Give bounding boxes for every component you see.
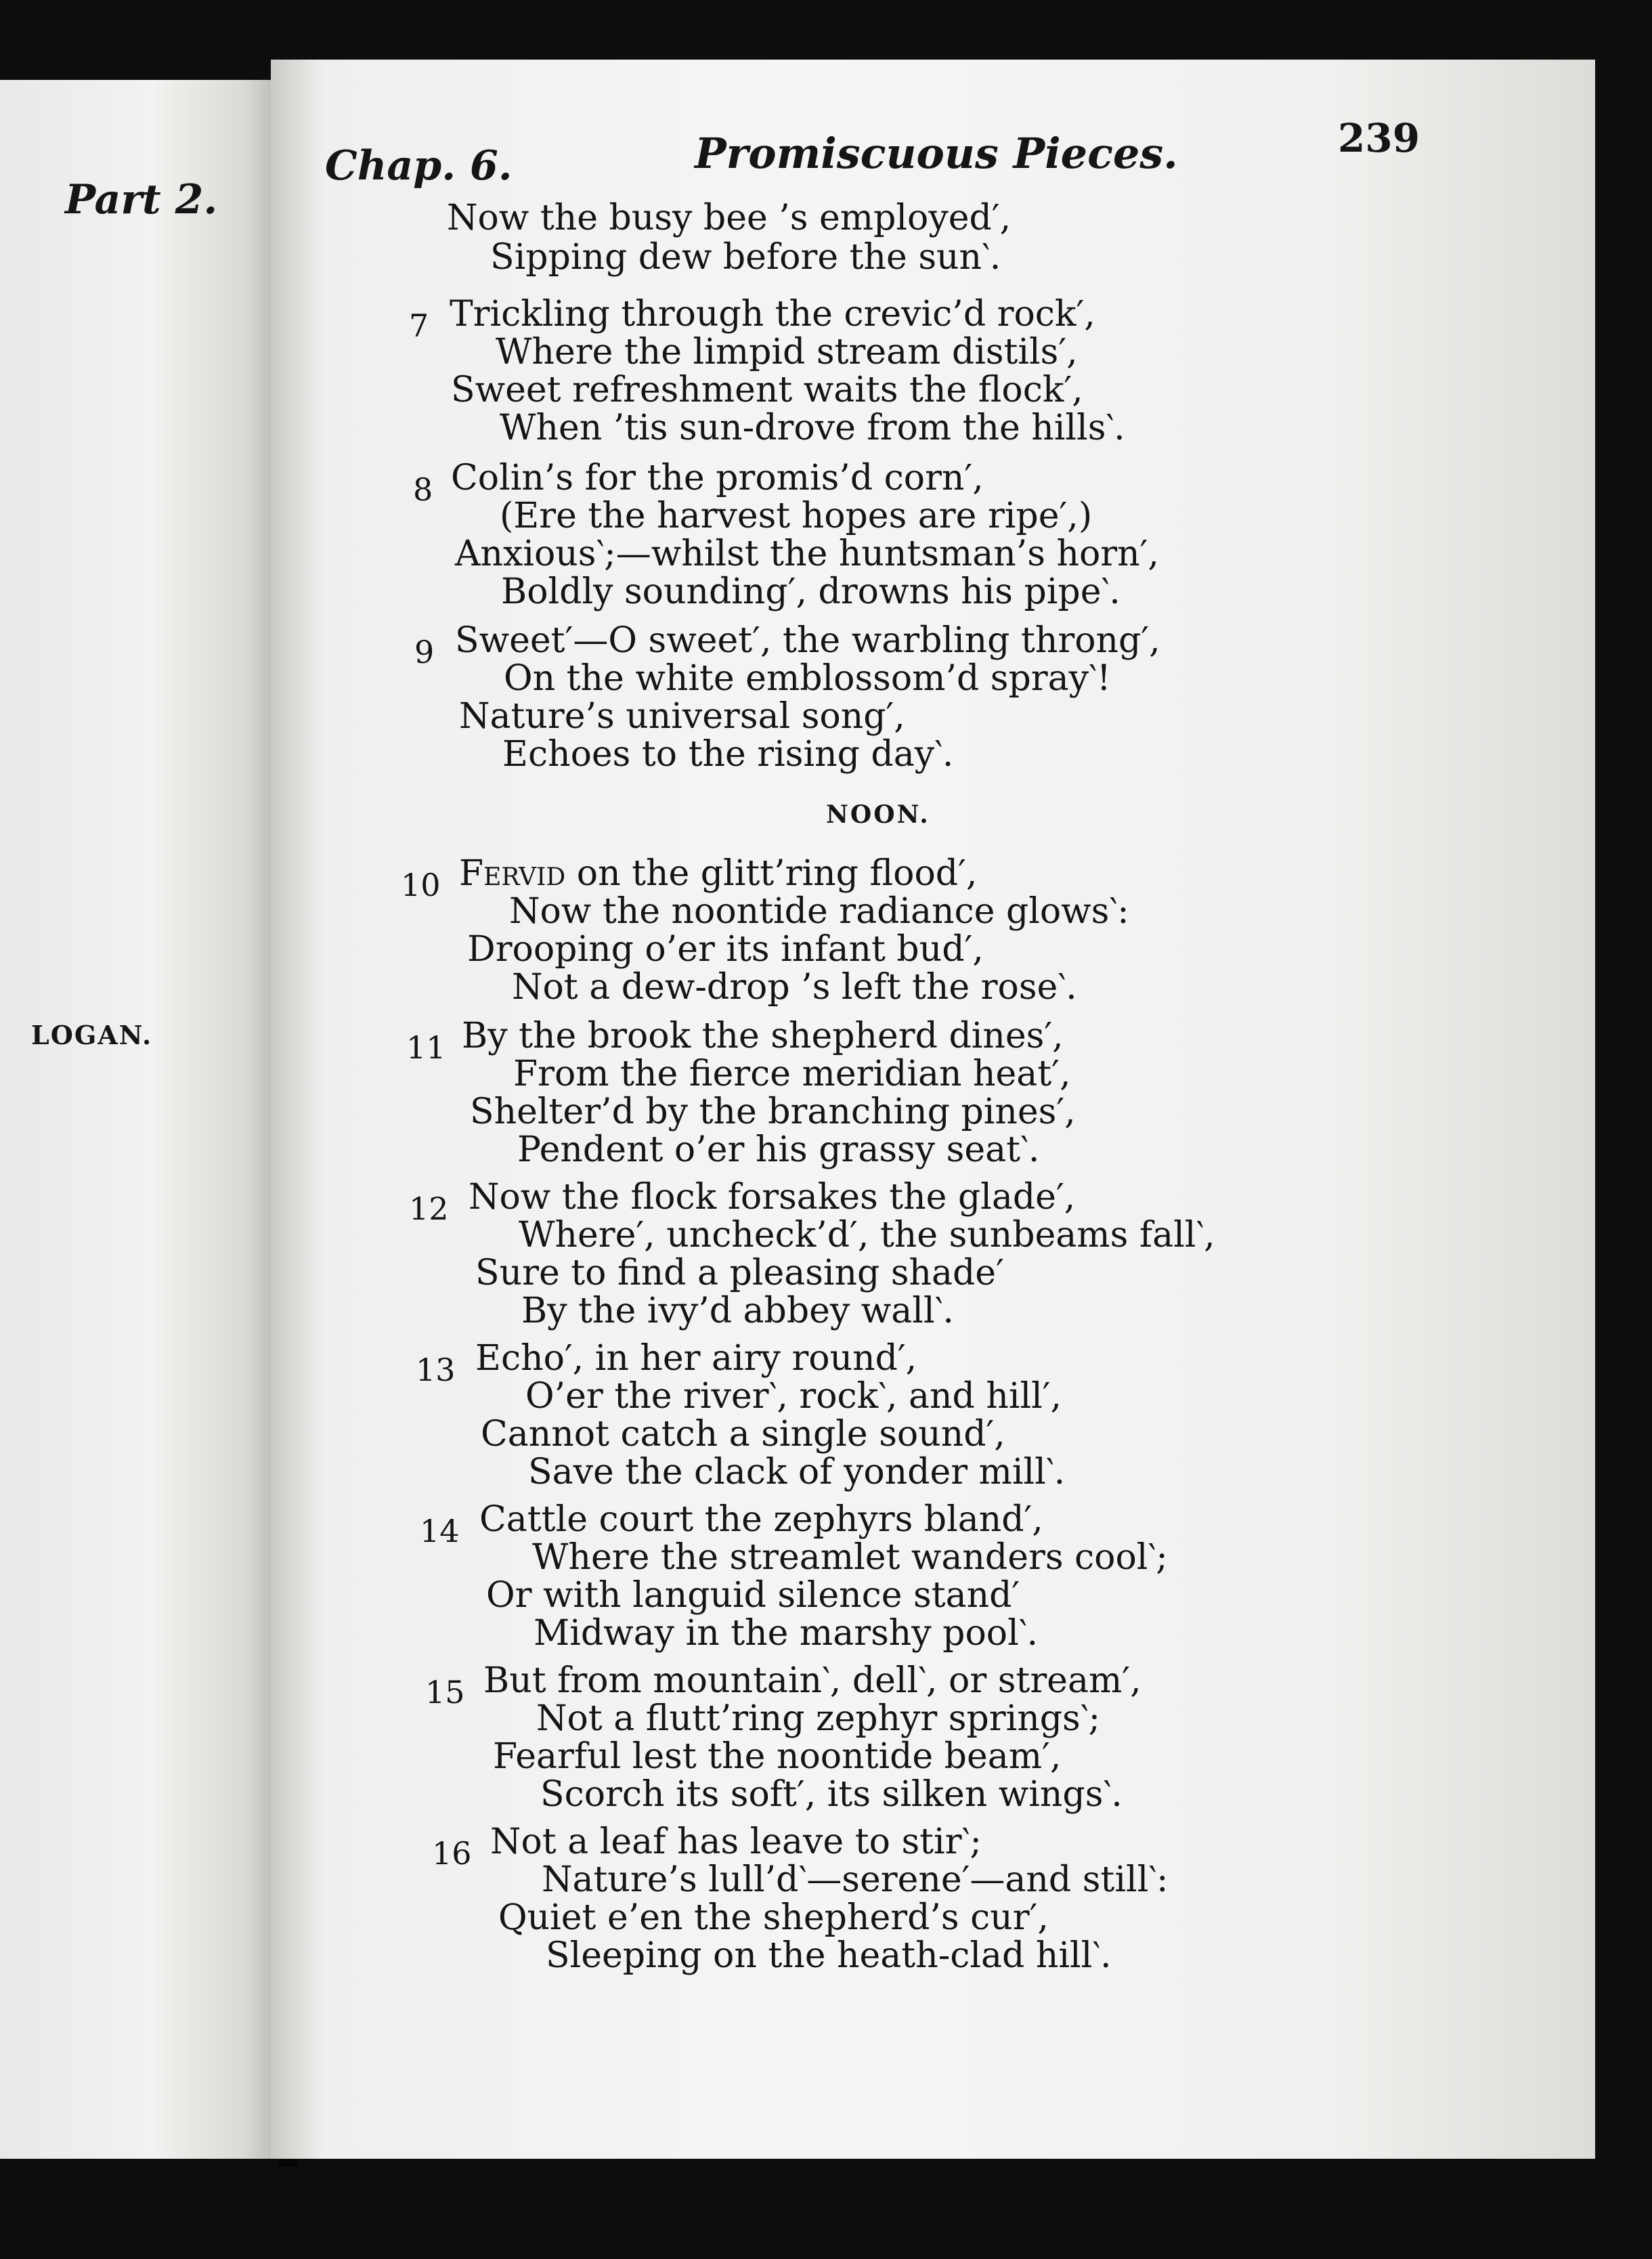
- section-heading: NOON.: [826, 800, 930, 829]
- verse-line: Shelter’d by the branching pines′,: [470, 1092, 1076, 1132]
- verse-line: Not a dew-drop ’s left the rose‵.: [512, 967, 1077, 1008]
- verse-line: Sure to find a pleasing shade′: [475, 1253, 1004, 1293]
- stanza-number: 13: [416, 1352, 456, 1388]
- verse-line: Not a flutt’ring zephyr springs‵;: [536, 1698, 1101, 1739]
- verse-line: Or with languid silence stand′: [486, 1575, 1020, 1616]
- verse-line: But from mountain‵, dell‵, or stream′,: [483, 1660, 1142, 1701]
- chapter-heading: Chap. 6.: [325, 142, 513, 190]
- verse-line: Now the busy bee ’s employed′,: [447, 198, 1012, 238]
- verse-line: Quiet e’en the shepherd’s cur′,: [498, 1897, 1049, 1938]
- verse-line: By the ivy’d abbey wall‵.: [521, 1291, 954, 1331]
- verse-line: Not a leaf has leave to stir‵;: [490, 1822, 982, 1862]
- part-label: Part 2.: [65, 176, 218, 223]
- verse-line: Sipping dew before the sun‵.: [490, 237, 1001, 278]
- verse-line: Sweet′—O sweet′, the warbling throng′,: [455, 620, 1160, 661]
- running-title: Promiscuous Pieces.: [695, 129, 1178, 178]
- verse-line: When ’tis sun-drove from the hills‵.: [500, 408, 1125, 448]
- verse-line: Drooping o’er its infant bud′,: [467, 929, 984, 970]
- stanza-number: 15: [425, 1674, 465, 1711]
- verse-line: Echoes to the rising day‵.: [502, 734, 954, 775]
- page-number: 239: [1338, 115, 1420, 161]
- verse-line: Midway in the marshy pool‵.: [534, 1613, 1039, 1654]
- verse-line: Where′, uncheck’d′, the sunbeams fall‵,: [519, 1215, 1215, 1255]
- verse-line: Fearful lest the noontide beam′,: [493, 1736, 1062, 1777]
- author-label: LOGAN.: [31, 1020, 153, 1050]
- verse-line: Where the limpid stream distils′,: [496, 332, 1078, 372]
- stanza-number: 10: [401, 867, 441, 903]
- stanza-number: 16: [432, 1835, 472, 1872]
- verse-line: By the brook the shepherd dines′,: [462, 1016, 1064, 1056]
- verse-line: Sleeping on the heath-clad hill‵.: [546, 1935, 1112, 1976]
- verse-line: Fervid on the glitt’ring flood′,: [459, 853, 978, 894]
- verse-line: Where the streamlet wanders cool‵;: [532, 1537, 1168, 1578]
- verse-line: Pendent o’er his grassy seat‵.: [517, 1130, 1040, 1170]
- stanza-number: 9: [414, 634, 435, 670]
- drop-word: Fervid: [459, 853, 566, 894]
- verse-line: O’er the river‵, rock‵, and hill′,: [525, 1376, 1062, 1417]
- verse-line: Now the flock forsakes the glade′,: [469, 1177, 1076, 1218]
- verse-line: Boldly sounding′, drowns his pipe‵.: [501, 572, 1121, 612]
- verse-line: From the fierce meridian heat′,: [513, 1054, 1071, 1094]
- verse-line: Trickling through the crevic’d rock′,: [450, 294, 1095, 335]
- verse-line: Cannot catch a single sound′,: [481, 1414, 1005, 1455]
- stanza-number: 11: [406, 1029, 446, 1066]
- verse-line: Sweet refreshment waits the flock′,: [451, 370, 1083, 410]
- left-page-fragment: [0, 80, 279, 2159]
- verse-line: Nature’s lull’d‵—serene′—and still‵:: [542, 1859, 1169, 1900]
- verse-line: Colin’s for the promis’d corn′,: [451, 458, 984, 498]
- verse-line: Now the noontide radiance glows‵:: [509, 891, 1129, 932]
- verse-line: Cattle court the zephyrs bland′,: [479, 1499, 1043, 1540]
- verse-line: Scorch its soft′, its silken wings‵.: [540, 1774, 1123, 1815]
- verse-line: On the white emblossom’d spray‵!: [504, 658, 1111, 699]
- stanza-number: 12: [409, 1190, 449, 1227]
- verse-line: Echo′, in her airy round′,: [475, 1338, 917, 1379]
- stanza-number: 8: [413, 471, 433, 508]
- verse-line: Save the clack of yonder mill‵.: [528, 1452, 1066, 1492]
- verse-line: Anxious‵;—whilst the huntsman’s horn′,: [455, 534, 1159, 574]
- stanza-number: 14: [420, 1513, 460, 1549]
- stanza-number: 7: [409, 307, 429, 344]
- verse-line: (Ere the harvest hopes are ripe′,): [500, 496, 1093, 536]
- verse-line: Nature’s universal song′,: [459, 696, 905, 737]
